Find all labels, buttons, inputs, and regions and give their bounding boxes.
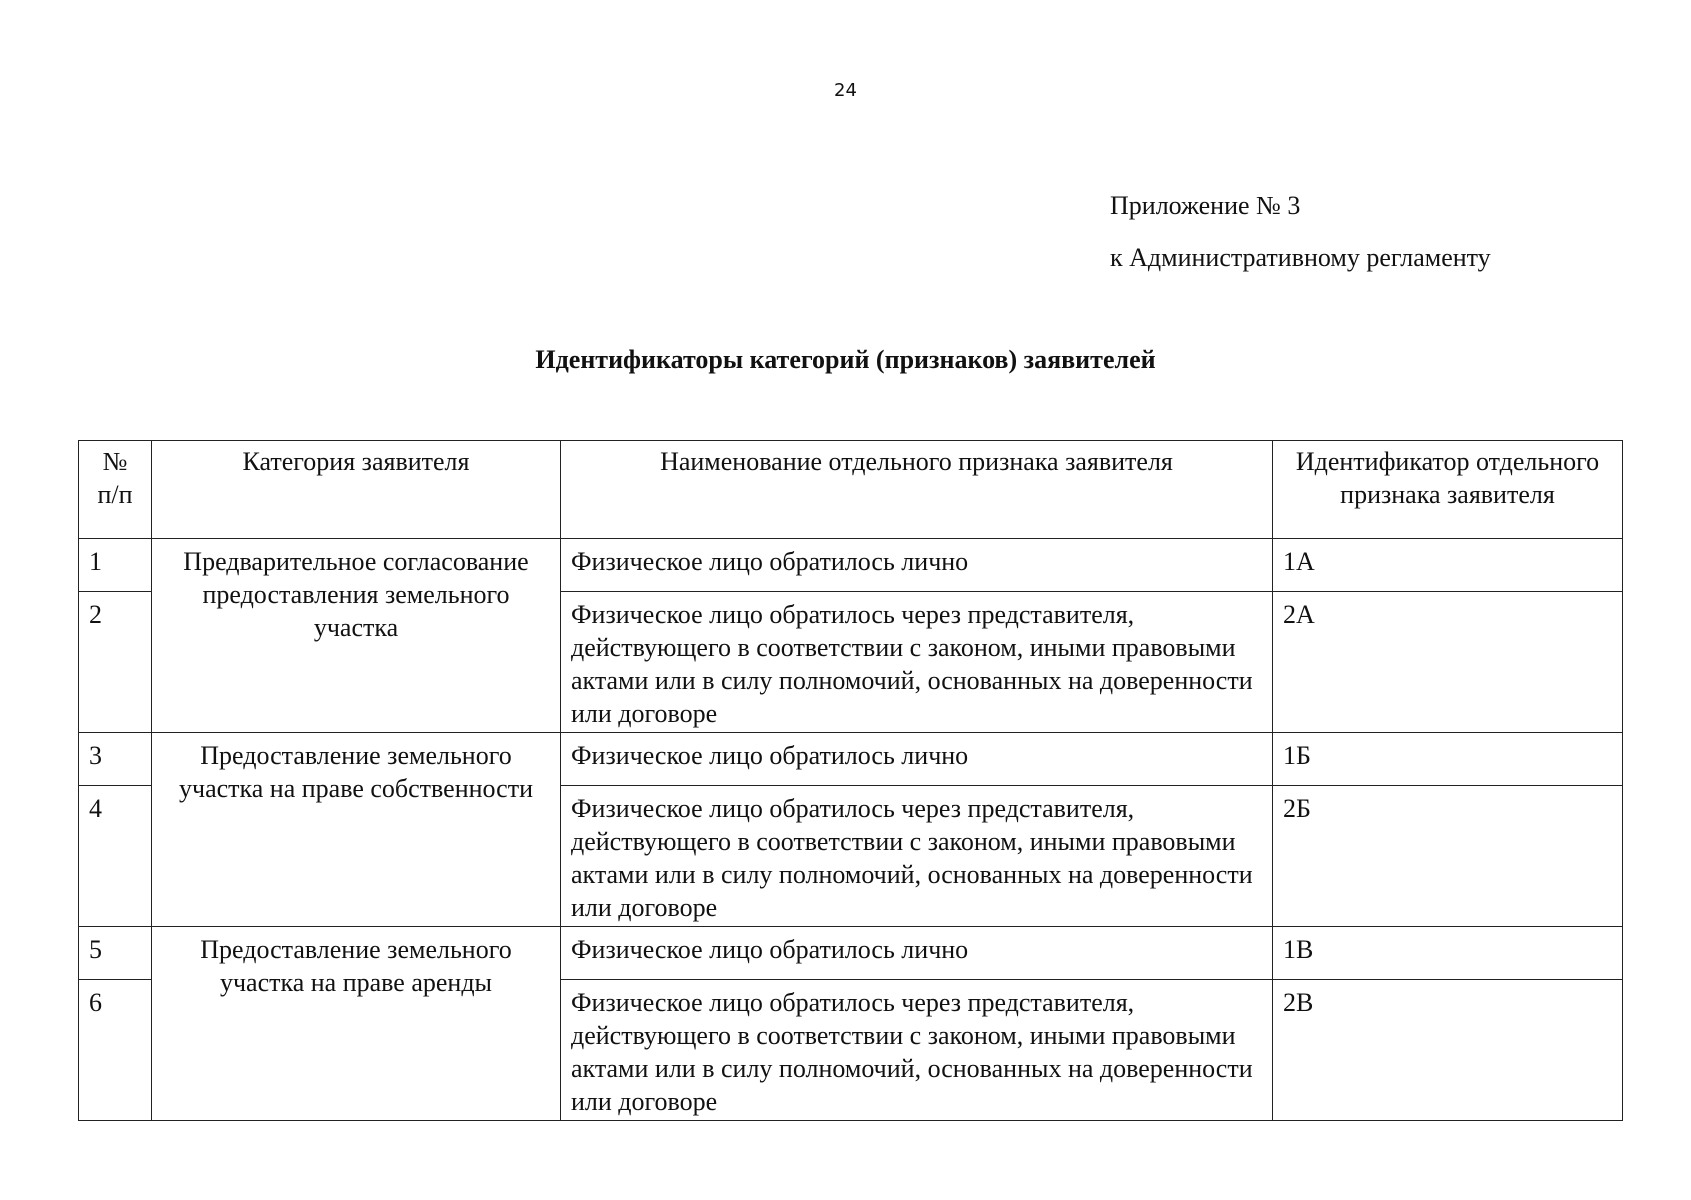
header-category: Категория заявителя [152,441,561,539]
identifier-cell: 2Б [1273,786,1623,927]
row-number: 5 [79,927,152,980]
category-cell: Предоставление земельного участка на праве собственности [152,733,561,927]
identifier-cell: 1В [1273,927,1623,980]
identifier-cell: 2В [1273,980,1623,1121]
appendix-reference: к Административному регламенту [1110,243,1491,272]
category-cell: Предварительное согласование предоставления земельного участка [152,539,561,733]
identifier-cell: 1Б [1273,733,1623,786]
header-identifier: Идентификатор отдельного признака заявителя [1273,441,1623,539]
appendix-heading [1110,180,1491,284]
row-number: 4 [79,786,152,927]
header-number: № п/п [79,441,152,539]
table-row [79,539,1623,592]
row-number: 6 [79,980,152,1121]
table-header-row [79,441,1623,539]
identifiers-table [78,440,1623,1121]
attribute-name-cell: Физическое лицо обратилось лично [561,927,1273,980]
page-number: 24 [834,80,857,101]
identifier-cell: 2А [1273,592,1623,733]
attribute-name-cell: Физическое лицо обратилось лично [561,733,1273,786]
category-cell: Предоставление земельного участка на праве аренды [152,927,561,1121]
identifier-cell: 1А [1273,539,1623,592]
row-number: 1 [79,539,152,592]
header-attribute-name: Наименование отдельного признака заявителя [561,441,1273,539]
attribute-name-cell: Физическое лицо обратилось через представителя, действующего в соответствии с законом, иными правовыми актами или в силу полномочий, основанных на доверенности или договоре [561,786,1273,927]
table-row [79,733,1623,786]
row-number: 2 [79,592,152,733]
appendix-number: Приложение № 3 [1110,191,1301,220]
attribute-name-cell: Физическое лицо обратилось через представителя, действующего в соответствии с законом, иными правовыми актами или в силу полномочий, основанных на доверенности или договоре [561,980,1273,1121]
attribute-name-cell: Физическое лицо обратилось лично [561,539,1273,592]
document-title: Идентификаторы категорий (признаков) заявителей [535,345,1156,374]
attribute-name-cell: Физическое лицо обратилось через представителя, действующего в соответствии с законом, иными правовыми актами или в силу полномочий, основанных на доверенности или договоре [561,592,1273,733]
table-row [79,927,1623,980]
row-number: 3 [79,733,152,786]
